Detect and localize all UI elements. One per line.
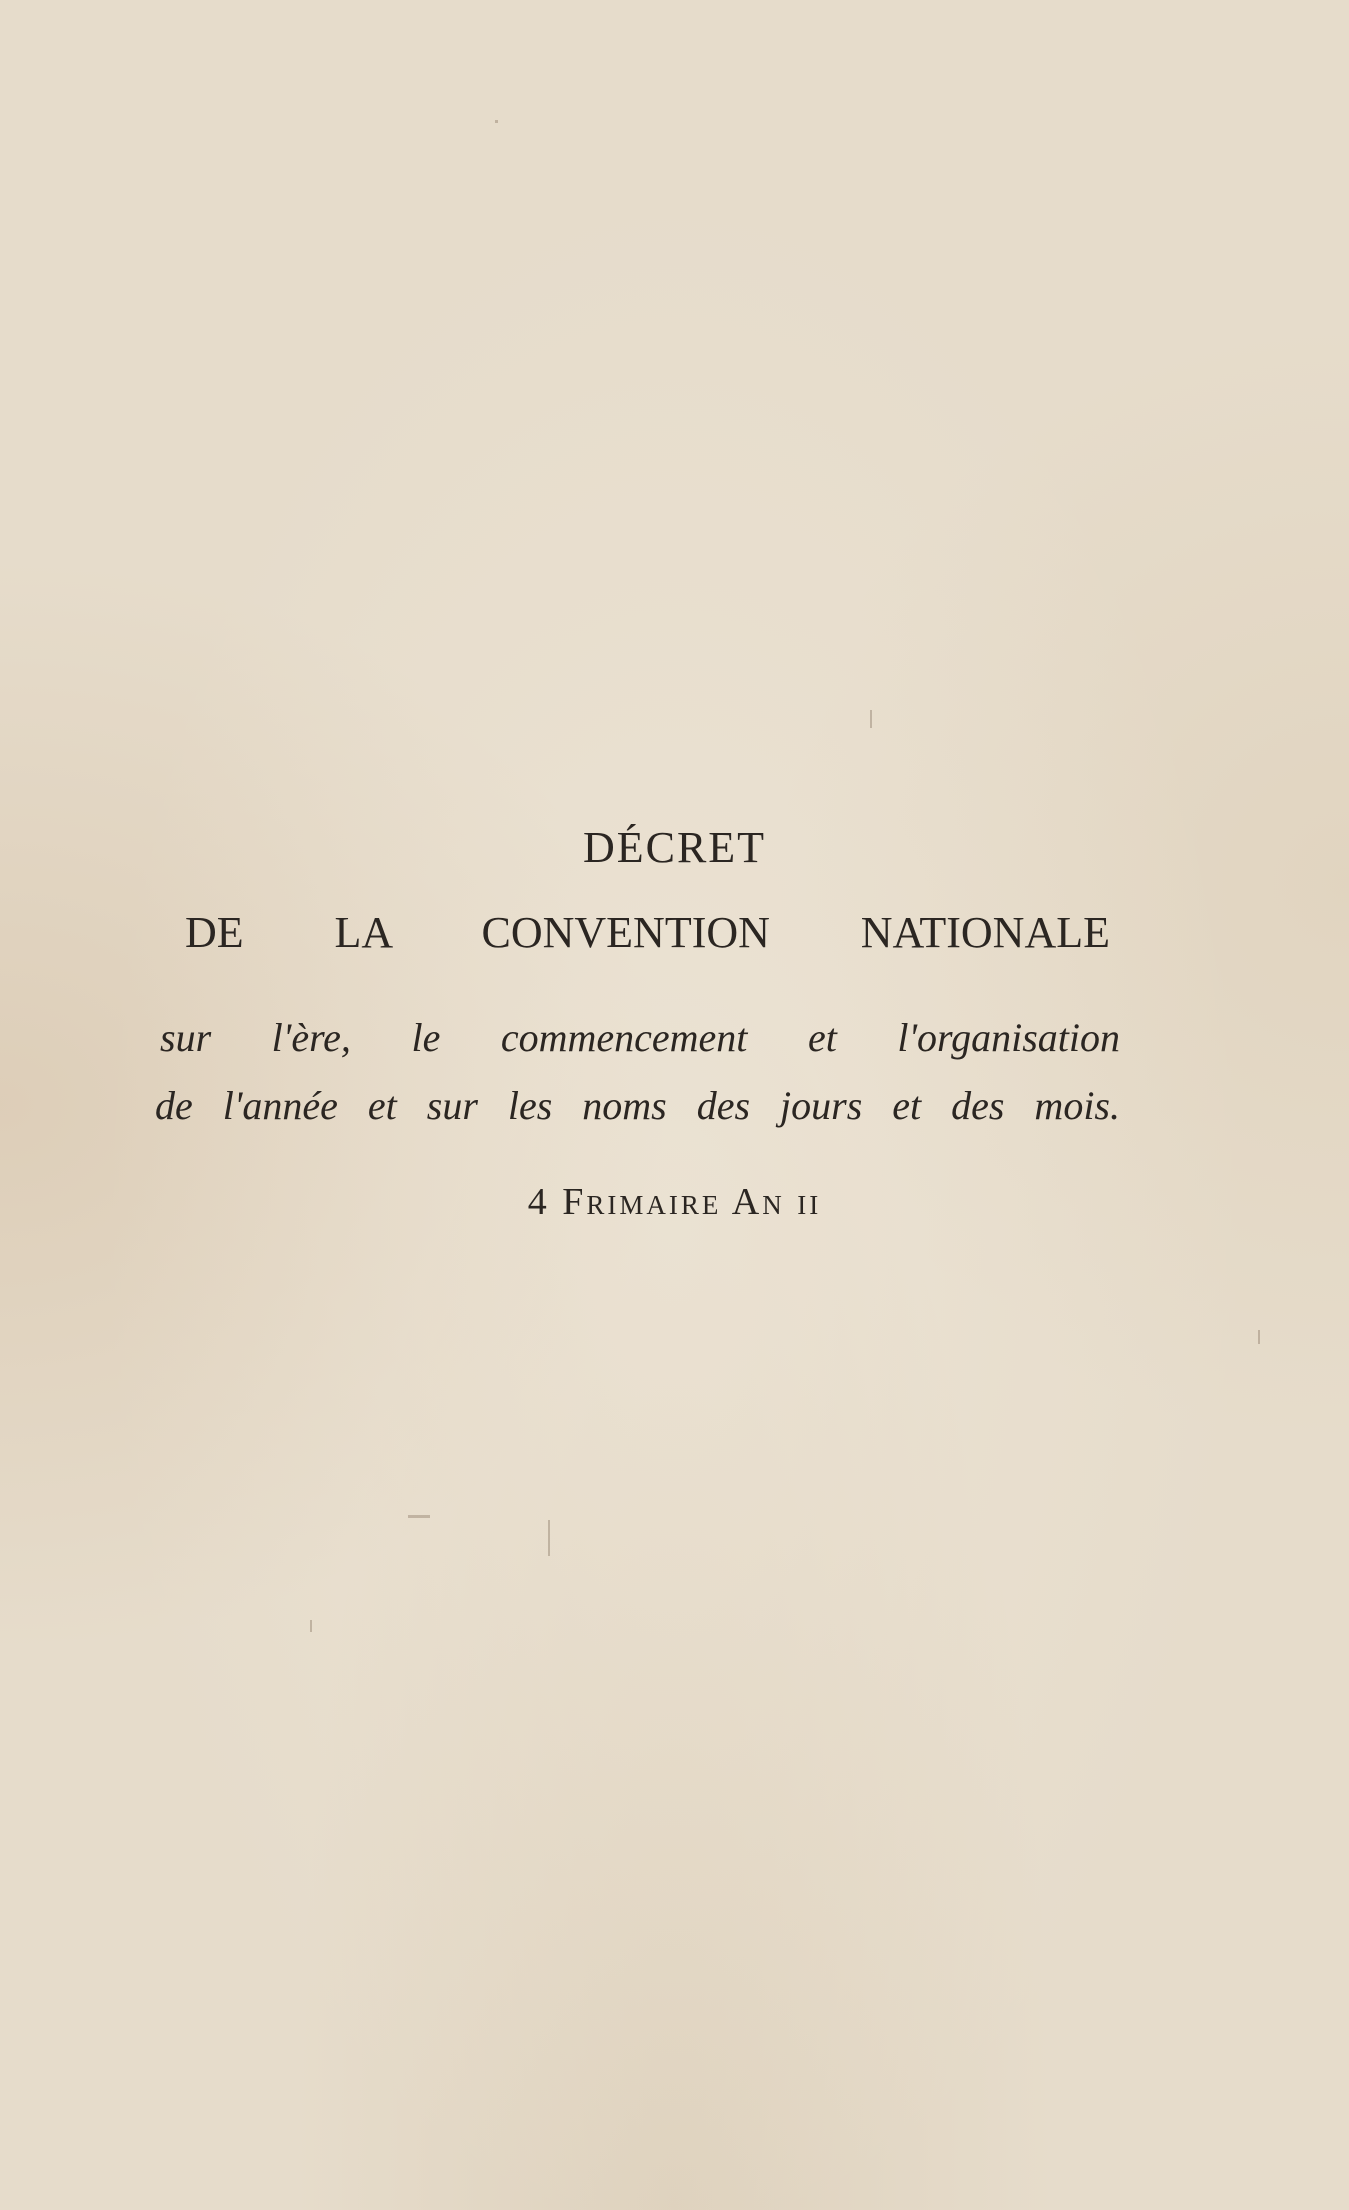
decree-subject-line-1: sur l'ère, le commencement et l'organisation (160, 1015, 1120, 1060)
decree-date: 4 Frimaire An ii (527, 1181, 822, 1223)
decree-subtitle: DE LA CONVENTION NATIONALE (185, 908, 1110, 957)
decree-subject-line-2: de l'année et sur les noms des jours et des mois. (155, 1083, 1120, 1128)
paper-mark (548, 1520, 550, 1556)
decree-title: DÉCRET (582, 823, 767, 872)
paper-mark (408, 1515, 430, 1518)
paper-mark (495, 120, 498, 123)
paper-mark (310, 1620, 312, 1632)
paper-mark (870, 710, 872, 728)
paper-mark (1258, 1330, 1260, 1344)
